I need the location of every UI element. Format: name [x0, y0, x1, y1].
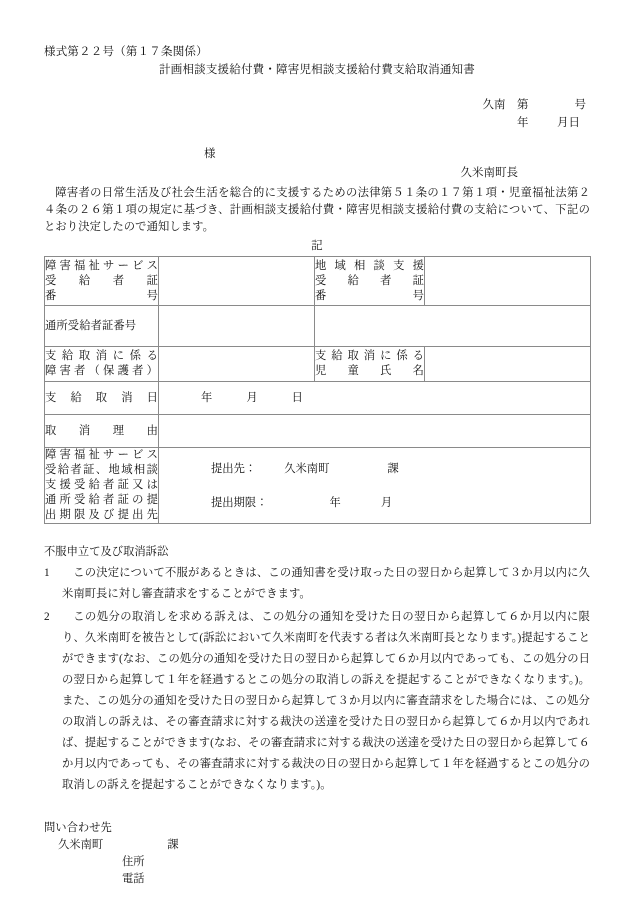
contact-heading: 問い合わせ先 — [44, 822, 112, 834]
label-line: 取 消 理 由 — [45, 424, 158, 437]
issue-date-day: 日 — [568, 117, 580, 129]
label-line: 受給者証、地域相談 — [45, 464, 158, 476]
table-row-recipient-numbers — [45, 257, 591, 306]
issuer-name: 久米南町長 — [460, 167, 518, 179]
appeal-item-number: 2 — [44, 611, 50, 623]
field-return-instructions[interactable] — [159, 448, 591, 524]
submit-deadline-row — [159, 495, 590, 511]
submit-destination-town: 久米南町 — [284, 462, 330, 475]
field-cancel-reason[interactable] — [159, 415, 591, 448]
label-line: 障害福祉サービス — [45, 449, 158, 461]
appeal-item-text: この処分の取消しを求める訴えは、この処分の通知を受けた日の翌日から起算して６か月以内に限り、久米南町を被告として(訴訟において久米南町を代表する者は久米南町長となります。)提起することができます(なお、この処分の通知を受けた日の翌日から起算して６か月以内であっても、この処分の日の翌日から起算して１年を経過するとこの処分の取消しの訴えを提起することができなくなります。)。また、この処分の通知を受けた日の翌日から起算して３か月以内に審査請求をした場合には、この処分の取消しの訴えは、その審査請求に対する裁決の送達を受けた日の翌日から起算して６か月以内であれば、提起することができます(なお、その審査請求に対する裁決の送達を受けた日の翌日から起算して６か月以内であっても、その審査請求に対する裁決の日の翌日から起算して１年を経過するとこの処分の取消しの訴えを提起することができなくなります。)。 — [62, 611, 590, 791]
cancel-date-day: 日 — [291, 392, 303, 404]
label-daycare-cert-number — [45, 306, 159, 347]
ki-marker: 記 — [311, 240, 323, 252]
submit-destination-row — [159, 461, 590, 477]
label-line: 受 給 者 証 — [45, 274, 158, 287]
table-row-return-instructions — [45, 448, 591, 524]
contact-dept: 課 — [167, 839, 179, 851]
addressee-honorific: 様 — [204, 148, 216, 160]
contact-section — [44, 820, 590, 888]
appeal-item-text: この決定について不服があるときは、この通知書を受け取った日の翌日から起算して３か月以内に久米南町長に対し審査請求をすることができます。 — [62, 567, 590, 600]
spacer — [159, 477, 590, 495]
submit-destination-dept: 課 — [387, 462, 399, 475]
issue-date-month: 月 — [557, 117, 569, 129]
label-cancel-reason — [45, 415, 159, 448]
label-welfare-service-cert-number — [45, 257, 159, 306]
label-line: 出期限及び提出先 — [45, 509, 158, 521]
contact-tel-label: 電話 — [122, 873, 145, 885]
label-line: 支 給 取 消 日 — [45, 391, 158, 404]
label-line: 障害者（保護者） — [45, 365, 158, 377]
cancel-date-month: 月 — [246, 392, 258, 404]
submit-deadline-month: 月 — [380, 496, 393, 509]
reference-number-suffix: 号 — [574, 99, 586, 111]
form-number: 様式第２２号（第１７条関係） — [44, 46, 208, 58]
label-regional-consult-cert-number — [315, 257, 425, 306]
label-line: 受 給 者 証 — [315, 274, 424, 287]
table-row-daycare-cert-number — [45, 306, 591, 347]
document-title: 計画相談支援給付費・障害児相談支援給付費支給取消通知書 — [159, 64, 475, 76]
field-cancel-date[interactable] — [159, 382, 591, 415]
field-daycare-cert-blank[interactable] — [315, 306, 591, 347]
appeal-section-heading: 不服申立て及び取消訴訟 — [44, 546, 169, 558]
label-line: 児 童 氏 名 — [315, 365, 424, 377]
label-return-deadline-and-destination — [45, 448, 159, 524]
submit-destination-label: 提出先： — [211, 462, 257, 475]
label-line: 支援受給者証又は — [45, 479, 158, 491]
label-line: 支給取消に係る — [45, 350, 158, 362]
form-sheet — [44, 44, 590, 885]
cancel-date-year: 年 — [201, 392, 213, 404]
cancel-date-line — [159, 386, 590, 410]
label-line: 地域相談支援 — [315, 259, 424, 272]
label-cancelled-person — [45, 347, 159, 382]
reference-number-line — [44, 96, 586, 114]
contact-town: 久米南町 — [58, 839, 104, 851]
issue-date-year: 年 — [517, 117, 529, 129]
submit-deadline-label: 提出期限： — [211, 496, 268, 509]
label-cancel-date — [45, 382, 159, 415]
field-cancelled-person[interactable] — [159, 347, 315, 382]
submit-deadline-year: 年 — [329, 496, 341, 509]
table-row-persons — [45, 347, 591, 382]
label-cancelled-child-name — [315, 347, 425, 382]
table-row-cancel-date — [45, 382, 591, 415]
preamble-text: 障害者の日常生活及び社会生活を総合的に支援するための法律第５１条の１７第１項・児童福祉法第２４条の２６第１項の規定に基づき、計画相談支援給付費・障害児相談支援給付費の支給について、下記のとおり決定したので通知します。 — [44, 187, 590, 233]
label-line: 支給取消に係る — [315, 350, 424, 362]
field-cancelled-child-name[interactable] — [425, 347, 591, 382]
label-line: 障害福祉サービス — [45, 259, 158, 272]
field-welfare-service-cert-number[interactable] — [159, 257, 315, 306]
notice-detail-table — [44, 256, 591, 524]
reference-number-prefix: 久南 第 — [482, 99, 529, 111]
contact-address-label: 住所 — [122, 856, 145, 868]
submit-info — [159, 454, 590, 518]
label-line: 番 号 — [45, 289, 158, 302]
field-regional-consult-cert-number[interactable] — [425, 257, 591, 306]
issue-date-line — [44, 114, 586, 132]
label-line: 番 号 — [315, 289, 424, 302]
label-line: 通所受給者証番号 — [45, 319, 137, 332]
reference-number-block — [44, 96, 590, 132]
appeal-item — [44, 607, 590, 796]
appeal-item — [44, 563, 590, 605]
table-row-cancel-reason — [45, 415, 591, 448]
contact-town-row — [44, 837, 590, 854]
field-daycare-cert-number[interactable] — [159, 306, 315, 347]
label-line: 通所受給者証の提 — [45, 494, 158, 506]
appeal-item-number: 1 — [44, 567, 50, 579]
